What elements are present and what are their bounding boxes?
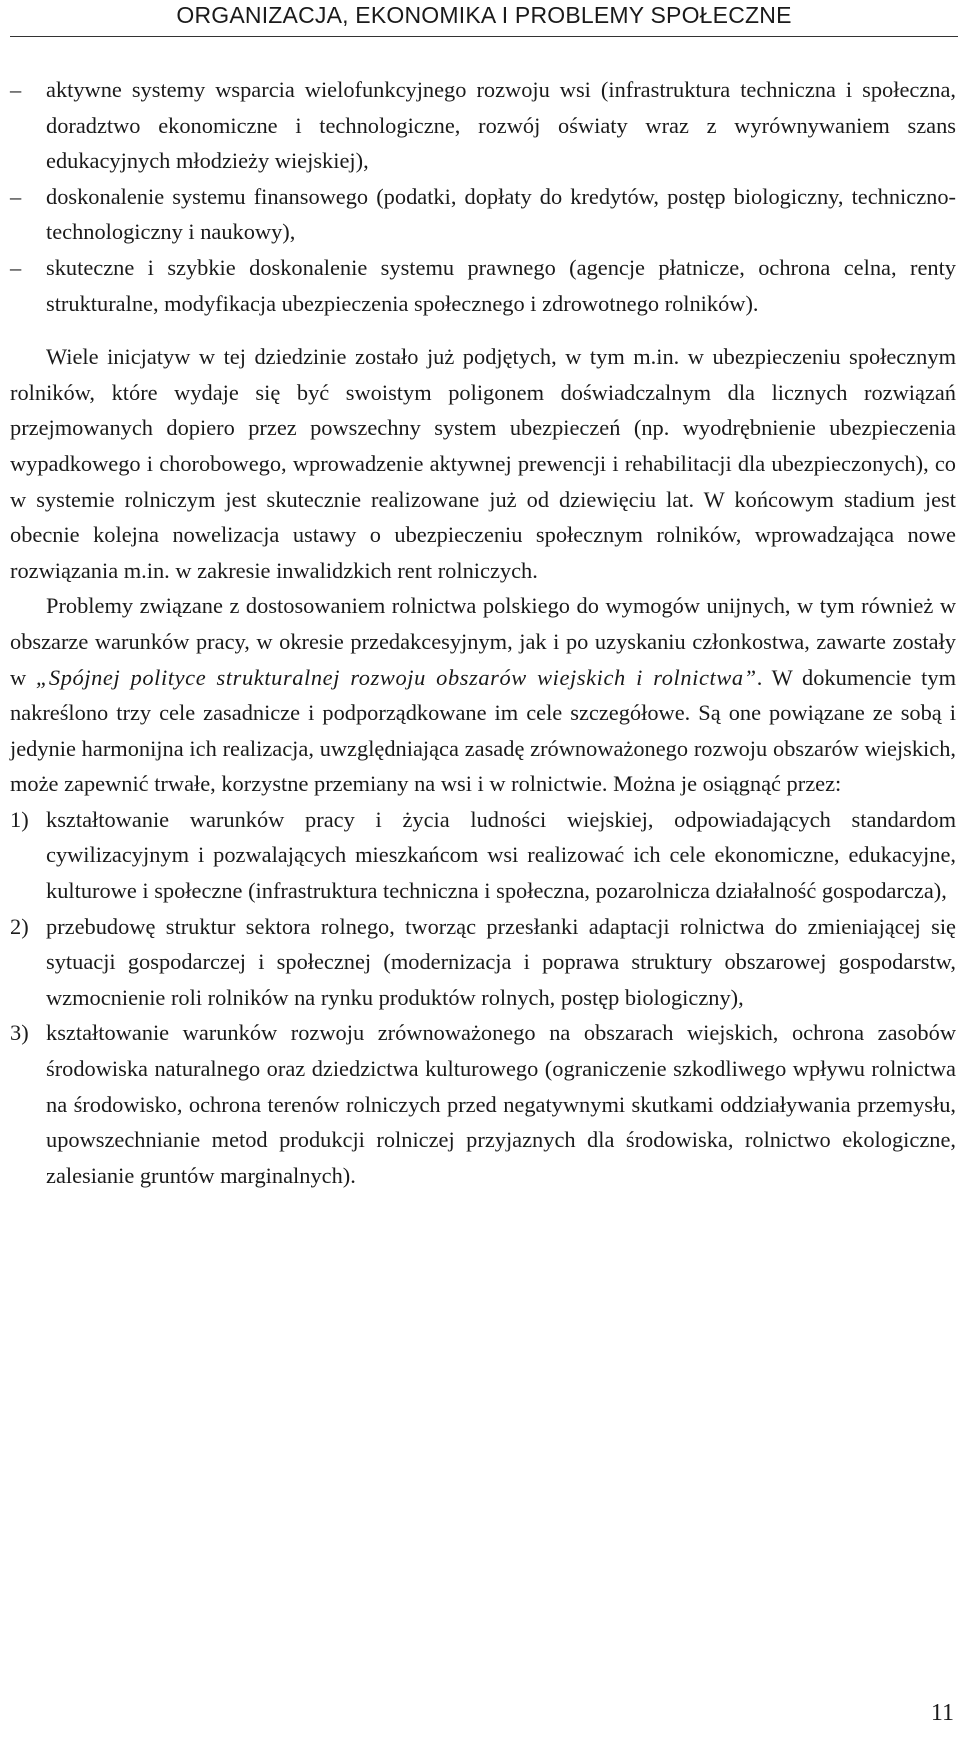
document-title-italic: „Spójnej polityce strukturalnej rozwoju obszarów wiejskich i rolnictwa”: [35, 664, 757, 690]
dash-marker: –: [10, 183, 22, 209]
number-marker: 3): [10, 1020, 29, 1046]
running-header-title: ORGANIZACJA, EKONOMIKA I PROBLEMY SPOŁECZNE: [176, 2, 792, 28]
list-item: [10, 72, 956, 179]
number-marker: 2): [10, 913, 29, 939]
numbered-list: [10, 802, 956, 1194]
dash-marker: –: [10, 77, 22, 102]
list-item-text: kształtowanie warunków rozwoju zrównoważonego na obszarach wiejskich, ochrona zasobów środowiska naturalnego oraz dziedzictwa kulturowego (ograniczenie szkodliwego wpływu rolnictwa na środowisko, ochrona terenów rolniczych przed negatywnymi skutkami oddziaływania przemysłu, upowszechnianie metod produkcji rolniczej przyjaznych dla środowiska, rolnictwo ekologiczne, zalesianie gruntów marginalnych).: [46, 1020, 956, 1188]
dash-marker: –: [10, 254, 22, 280]
number-marker: 1): [10, 806, 29, 832]
page-body: [10, 72, 956, 1193]
page-number: 11: [930, 1700, 954, 1726]
paragraph-text: Problemy związane z dostosowaniem rolnictwa polskiego do wymogów unijnych, w tym również w obszarze warunków pracy, w okresie przedakcesyjnym, jak i po uzyskaniu członkostwa, zawarte zostały w: [10, 593, 956, 690]
list-item: [10, 802, 956, 909]
dash-list: [10, 72, 956, 321]
paragraph: Wiele inicjatyw w tej dziedzinie zostało już podjętych, w tym m.in. w ubezpieczeniu społecznym rolników, które wydaje się być swoistym poligonem doświadczalnym dla licznych rozwiązań przejmowanych dopiero przez powszechny system ubezpieczeń (np. wyodrębnienie ubezpieczenia wypadkowego i chorobowego, wprowadzenie aktywnej prewencji i rehabilitacji dla ubezpieczonych), co w systemie rolniczym jest skutecznie realizowane już od dziewięciu lat. W końcowym stadium jest obecnie kolejna nowelizacja ustawy o ubezpieczeniu społecznym rolników, wprowadzająca nowe rozwiązania m.in. w zakresie inwalidzkich rent rolniczych.: [10, 344, 956, 583]
list-item-text: aktywne systemy wsparcia wielofunkcyjnego rozwoju wsi (infrastruktura techniczna i społeczna, doradztwo ekonomiczne i technologiczne, rozwój oświaty wraz z wyrównywaniem szans edukacyjnych młodzieży wiejskiej),: [46, 77, 956, 174]
paragraph-text: . W dokumencie tym nakreślono trzy cele zasadnicze i podporządkowane im cele szczegółowe. Są one powiązane ze sobą i jedynie harmonijna ich realizacja, uwzględniająca zasadę zrównoważonego rozwoju obszarów wiejskich, może zapewnić trwałe, korzystne przemiany na wsi i w rolnictwie. Można je osiągnąć przez:: [10, 664, 956, 797]
list-item-text: skuteczne i szybkie doskonalenie systemu prawnego (agencje płatnicze, ochrona celna, renty strukturalne, modyfikacja ubezpieczenia społecznego i zdrowotnego rolników).: [46, 254, 956, 316]
list-item-text: kształtowanie warunków pracy i życia ludności wiejskiej, odpowiadających standardom cywilizacyjnym i pozwalających mieszkańcom wsi realizować ich cele ekonomiczne, edukacyjne, kulturowe i społeczne (infrastruktura techniczna i społeczna, pozarolnicza działalność gospodarcza),: [46, 806, 956, 904]
list-item: [10, 909, 956, 1016]
paragraph: [10, 588, 956, 802]
list-item-text: doskonalenie systemu finansowego (podatki, dopłaty do kredytów, postęp biologiczny, techniczno-technologiczny i naukowy),: [46, 183, 956, 245]
list-item: [10, 179, 956, 250]
running-header: [10, 0, 958, 37]
list-item: [10, 1015, 956, 1193]
list-item: [10, 250, 956, 321]
list-item-text: przebudowę struktur sektora rolnego, tworząc przesłanki adaptacji rolnictwa do zmieniającej się sytuacji gospodarczej i społecznej (modernizacja i poprawa struktury obszarowej gospodarstw, wzmocnienie roli rolników na rynku produktów rolnych, postęp biologiczny),: [46, 913, 956, 1010]
